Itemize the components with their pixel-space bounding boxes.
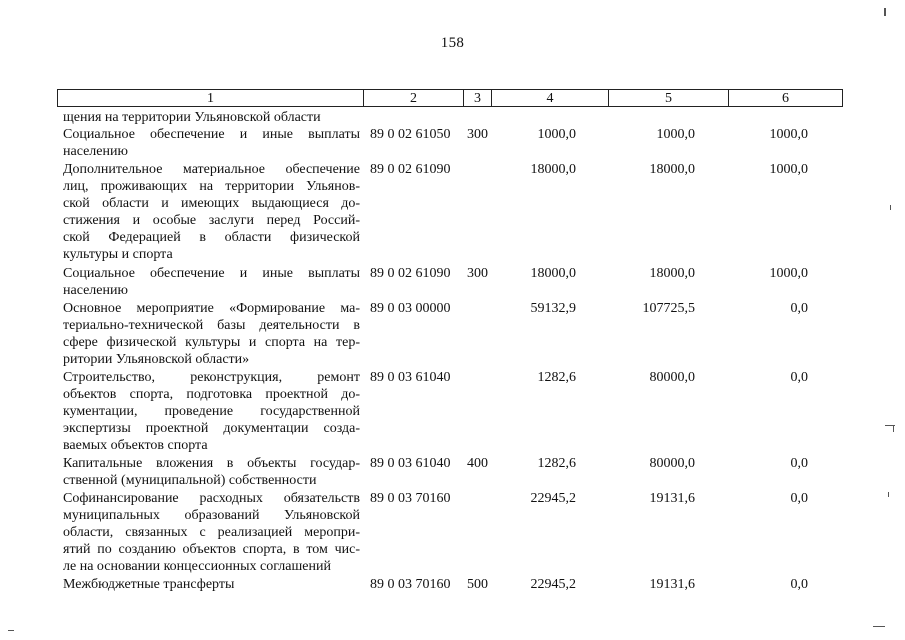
row-description-line: Дополнительное материальное обеспечение bbox=[63, 162, 360, 177]
scan-speck bbox=[890, 205, 891, 210]
row-expense-type: 300 bbox=[467, 127, 488, 142]
row-description-line: лиц, проживающих на территории Ульянов- bbox=[63, 179, 360, 194]
row-value-col6: 1000,0 bbox=[769, 127, 808, 142]
header-col-5: 5 bbox=[608, 89, 728, 107]
row-description-line: ственной (муниципальной) собственности bbox=[63, 473, 317, 488]
row-description-line: культуры и спорта bbox=[63, 247, 173, 262]
row-expense-type: 400 bbox=[467, 456, 488, 471]
row-value-col4: 59132,9 bbox=[530, 301, 576, 316]
header-col-3: 3 bbox=[463, 89, 491, 107]
row-description-line: Социальное обеспечение и иные выплаты bbox=[63, 127, 360, 142]
row-description-line: ритории Ульяновской области» bbox=[63, 352, 250, 367]
scan-speck bbox=[888, 492, 889, 497]
header-col-1: 1 bbox=[57, 89, 363, 107]
row-value-col5: 1000,0 bbox=[656, 127, 695, 142]
header-col-6: 6 bbox=[728, 89, 843, 107]
row-value-col6: 0,0 bbox=[790, 456, 808, 471]
row-code: 89 0 03 61040 bbox=[370, 456, 451, 471]
row-description-line: ятий по созданию объектов спорта, в том чис- bbox=[63, 542, 360, 557]
scan-speck bbox=[893, 425, 894, 432]
row-description-line: муниципальных образований Ульяновской bbox=[63, 508, 360, 523]
row-code: 89 0 03 70160 bbox=[370, 491, 451, 506]
row-value-col5: 80000,0 bbox=[649, 370, 695, 385]
row-description-line: Основное мероприятие «Формирование ма- bbox=[63, 301, 360, 316]
row-description-line: Капитальные вложения в объекты государ- bbox=[63, 456, 360, 471]
row-value-col5: 18000,0 bbox=[649, 162, 695, 177]
header-col-2: 2 bbox=[363, 89, 463, 107]
scan-speck bbox=[8, 630, 14, 631]
row-value-col6: 0,0 bbox=[790, 301, 808, 316]
row-value-col6: 0,0 bbox=[790, 491, 808, 506]
row-code: 89 0 03 70160 bbox=[370, 577, 451, 592]
row-value-col5: 107725,5 bbox=[642, 301, 695, 316]
row-expense-type: 500 bbox=[467, 577, 488, 592]
row-value-col4: 18000,0 bbox=[530, 162, 576, 177]
row-description-line: щения на территории Ульяновской области bbox=[63, 110, 321, 125]
row-description-line: экспертизы проектной документации созда- bbox=[63, 421, 360, 436]
row-value-col6: 1000,0 bbox=[769, 266, 808, 281]
row-value-col4: 22945,2 bbox=[530, 577, 576, 592]
row-description-line: области, связанных с реализацией меропри- bbox=[63, 525, 360, 540]
row-code: 89 0 02 61090 bbox=[370, 266, 451, 281]
row-description-line: Межбюджетные трансферты bbox=[63, 577, 235, 592]
row-value-col6: 1000,0 bbox=[769, 162, 808, 177]
row-description-line: населению bbox=[63, 283, 128, 298]
row-description-line: кументации, проведение государственной bbox=[63, 404, 360, 419]
row-value-col6: 0,0 bbox=[790, 370, 808, 385]
row-value-col5: 18000,0 bbox=[649, 266, 695, 281]
row-code: 89 0 03 00000 bbox=[370, 301, 451, 316]
row-description-line: стижения и особые заслуги перед Россий- bbox=[63, 213, 360, 228]
row-value-col5: 80000,0 bbox=[649, 456, 695, 471]
row-code: 89 0 02 61050 bbox=[370, 127, 451, 142]
row-description-line: Строительство, реконструкция, ремонт bbox=[63, 370, 360, 385]
scan-speck bbox=[884, 8, 886, 16]
header-col-4: 4 bbox=[491, 89, 608, 107]
page-number: 158 bbox=[440, 35, 465, 51]
row-description-line: Софинансирование расходных обязательств bbox=[63, 491, 360, 506]
row-description-line: ской Федерацией в области физической bbox=[63, 230, 360, 245]
row-value-col4: 22945,2 bbox=[530, 491, 576, 506]
row-expense-type: 300 bbox=[467, 266, 488, 281]
row-value-col5: 19131,6 bbox=[649, 577, 695, 592]
row-description-line: териально-технической базы деятельности в bbox=[63, 318, 360, 333]
row-description-line: ваемых объектов спорта bbox=[63, 438, 208, 453]
scan-speck bbox=[873, 626, 885, 627]
row-description-line: объектов спорта, подготовка проектной до- bbox=[63, 387, 360, 402]
row-description-line: ле на основании концессионных соглашений bbox=[63, 559, 331, 574]
row-value-col5: 19131,6 bbox=[649, 491, 695, 506]
row-description-line: ской области и имеющих выдающиеся до- bbox=[63, 196, 360, 211]
row-value-col6: 0,0 bbox=[790, 577, 808, 592]
row-value-col4: 1282,6 bbox=[537, 456, 576, 471]
row-description-line: Социальное обеспечение и иные выплаты bbox=[63, 266, 360, 281]
row-description-line: сфере физической культуры и спорта на тер- bbox=[63, 335, 360, 350]
row-description-line: населению bbox=[63, 144, 128, 159]
row-value-col4: 1000,0 bbox=[537, 127, 576, 142]
row-value-col4: 18000,0 bbox=[530, 266, 576, 281]
row-code: 89 0 02 61090 bbox=[370, 162, 451, 177]
row-value-col4: 1282,6 bbox=[537, 370, 576, 385]
row-code: 89 0 03 61040 bbox=[370, 370, 451, 385]
